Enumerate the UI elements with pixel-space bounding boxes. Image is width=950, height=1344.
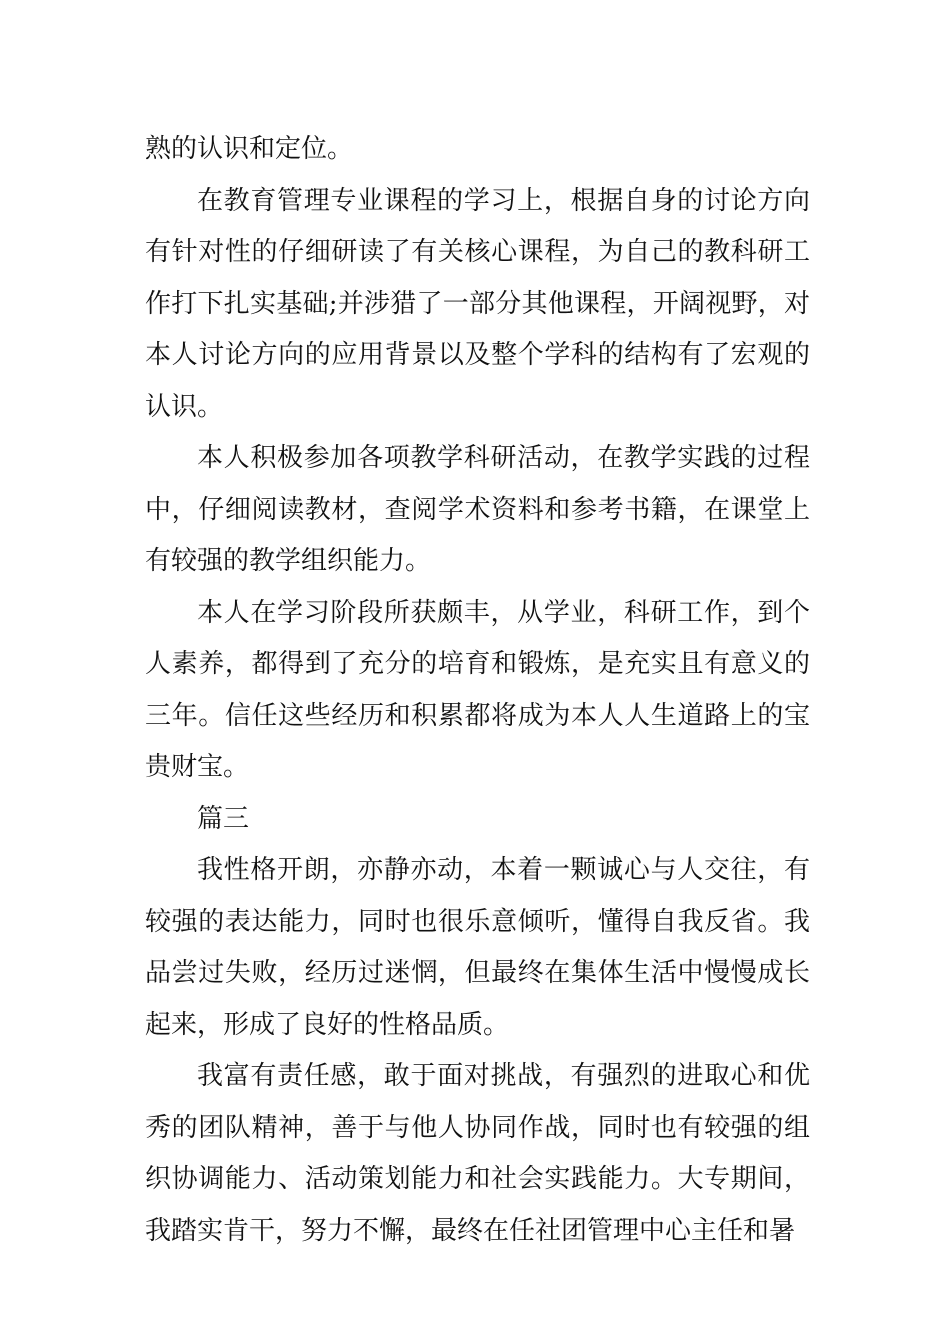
paragraph-personality: 我性格开朗，亦静亦动，本着一颗诚心与人交往，有较强的表达能力，同时也很乐意倾听，懂得自我反省。我品尝过失败，经历过迷惘，但最终在集体生活中慢慢成长起来，形成了良好的性格品质。 — [145, 855, 810, 1040]
paragraph-continuation: 熟的认识和定位。 — [145, 134, 354, 164]
paragraph-course-study: 在教育管理专业课程的学习上，根据自身的讨论方向有针对性的仔细研读了有关核心课程，为自己的教科研工作打下扎实基础;并涉猎了一部分其他课程，开阔视野，对本人讨论方向的应用背景以及整个学科的结构有了宏观的认识。 — [145, 185, 810, 422]
paragraph-research-activities: 本人积极参加各项教学科研活动，在教学实践的过程中，仔细阅读教材，查阅学术资料和参考书籍，在课堂上有较强的教学组织能力。 — [145, 443, 810, 576]
document-body — [145, 124, 810, 1257]
paragraph-responsibility: 我富有责任感，敢于面对挑战，有强烈的进取心和优秀的团队精神，善于与他人协同作战，同时也有较强的组织协调能力、活动策划能力和社会实践能力。大专期间，我踏实肯干，努力不懈，最终在任社团管理中心主任和暑 — [145, 1061, 810, 1246]
paragraph-study-summary: 本人在学习阶段所获颇丰，从学业，科研工作，到个人素养，都得到了充分的培育和锻炼，是充实且有意义的三年。信任这些经历和积累都将成为本人人生道路上的宝贵财宝。 — [145, 597, 810, 782]
section-heading: 篇三 — [197, 803, 250, 834]
